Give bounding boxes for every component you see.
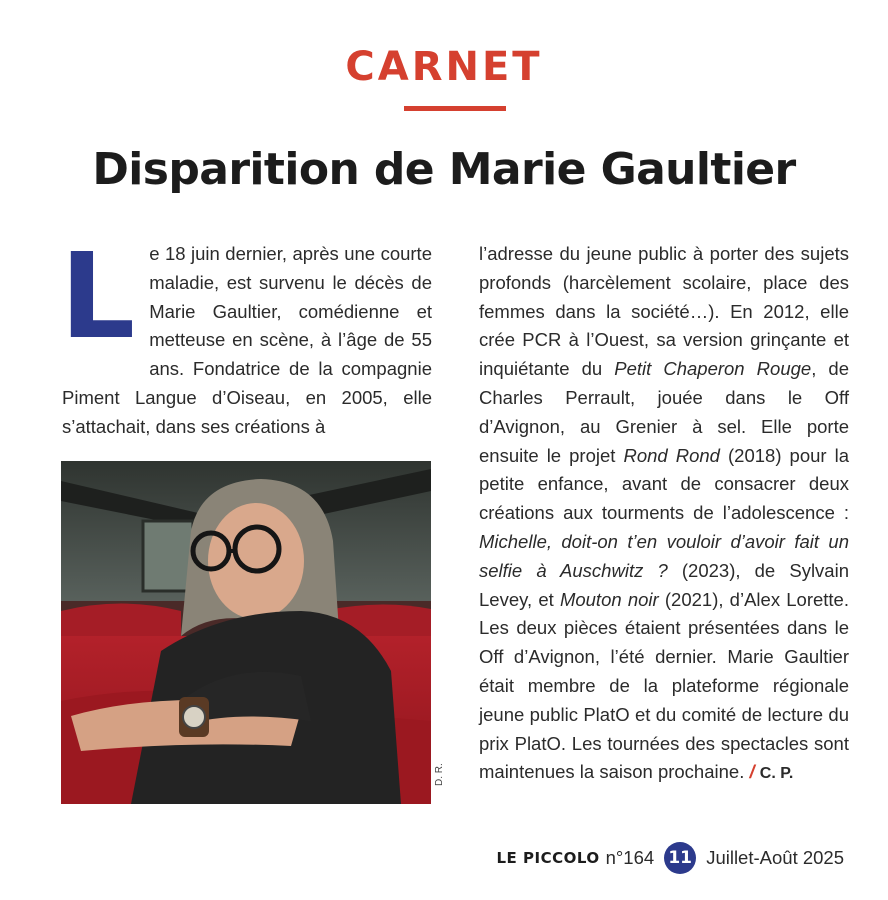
portrait-photo <box>61 461 431 804</box>
page-number: 11 <box>664 842 696 874</box>
text-run: (2021), d’Alex Lorette. Les deux pièces étaient présentées dans le Off d’Avignon, l’été dernier. Marie Gaultier était membre de la plateforme régionale jeune public PlatO et du comité de lecture du prix PlatO. Les tournées des spectacles sont maintenues la saison prochaine. <box>479 588 849 783</box>
text-run: (2018) pour la petite enfance, avant de consacrer deux créations aux tourments de l’adolescence : <box>479 444 849 524</box>
italic-title: Petit Chaperon Rouge <box>614 358 812 380</box>
end-slash: / <box>749 761 755 783</box>
section-kicker: CARNET <box>345 44 543 90</box>
text-run: , de Charles Perrault, jouée dans le Off d’Avignon, au Grenier à sel. Elle porte ensuite le projet <box>479 358 849 466</box>
article-title: Disparition de Marie Gaultier <box>92 144 796 195</box>
issue-date: Juillet-Août 2025 <box>706 847 844 868</box>
text-run: l’adresse du jeune public à porter des sujets profonds (harcèlement scolaire, place des femmes dans la société…). En 2012, elle crée PCR à l’Ouest, sa version grinçante et inquiétante du <box>479 243 849 380</box>
article-paragraph-1: e 18 juin dernier, après une courte maladie, est survenu le décès de Marie Gaultier, comédienne et metteuse en scène, à l’âge de 55 ans. Fondatrice de la compagnie Piment Langue d’Oiseau, en 2005, elle s’attachait, dans ses créations à <box>62 243 432 437</box>
kicker-underline <box>404 106 506 111</box>
italic-title: Mouton noir <box>559 588 659 610</box>
article-column-right <box>479 240 849 789</box>
author-signature: C. P. <box>759 765 794 783</box>
issue-number: n°164 <box>605 847 655 868</box>
italic-title: Rond Rond <box>623 444 720 466</box>
italic-title: Michelle, doit-on t’en vouloir d’avoir fait un selfie à Auschwitz ? <box>479 530 849 581</box>
drop-cap: L <box>60 227 136 365</box>
article-column-left <box>60 227 432 442</box>
page-footer <box>496 842 844 874</box>
magazine-name: LE PICCOLO <box>496 849 600 867</box>
photo-credit: D. R. <box>434 763 445 786</box>
text-run: (2023), de Sylvain Levey, et <box>479 559 849 610</box>
